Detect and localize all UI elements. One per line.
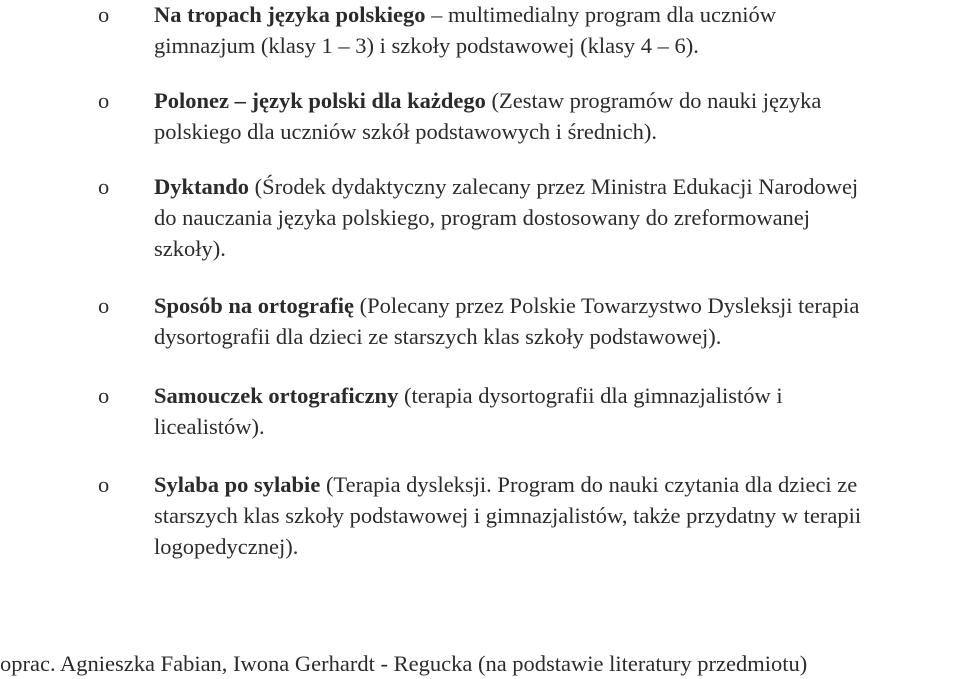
bullet: o bbox=[98, 2, 110, 27]
bullet: o bbox=[98, 383, 110, 408]
item-title: Dyktando bbox=[154, 174, 250, 199]
footer-credit: oprac. Agnieszka Fabian, Iwona Gerhardt - Regucka (na podstawie literatury przedmiotu) bbox=[0, 651, 808, 676]
item-line: logopedycznej). bbox=[154, 534, 299, 559]
bullet: o bbox=[98, 88, 110, 113]
list-item-text bbox=[154, 290, 960, 352]
item-line: (terapia dysortografii dla gimnazjalistów i bbox=[398, 383, 783, 408]
list-item-text bbox=[154, 469, 960, 562]
item-line: do nauczania języka polskiego, program dostosowany do zreformowanej bbox=[154, 205, 811, 230]
bullet: o bbox=[98, 472, 110, 497]
item-line: (Polecany przez Polskie Towarzystwo Dysleksji terapia bbox=[354, 293, 860, 318]
item-line: (Zestaw programów do nauki języka bbox=[485, 88, 822, 113]
item-title: Samouczek ortograficzny bbox=[154, 383, 399, 408]
item-line: (Terapia dysleksji. Program do nauki czytania dla dzieci ze bbox=[320, 472, 858, 497]
item-line: – multimedialny program dla uczniów bbox=[425, 2, 777, 27]
item-title: Sylaba po sylabie bbox=[154, 472, 321, 497]
list-item-text bbox=[154, 85, 960, 147]
item-title: Polonez – język polski dla każdego bbox=[154, 88, 486, 113]
item-line: dysortografii dla dzieci ze starszych klas szkoły podstawowej). bbox=[154, 324, 722, 349]
bullet: o bbox=[98, 174, 110, 199]
item-line: gimnazjum (klasy 1 – 3) i szkoły podstawowej (klasy 4 – 6). bbox=[154, 33, 699, 58]
item-line: licealistów). bbox=[154, 414, 265, 439]
list-item-text bbox=[154, 380, 960, 442]
item-line: (Środek dydaktyczny zalecany przez Ministra Edukacji Narodowej bbox=[249, 174, 859, 199]
item-title: Na tropach języka polskiego bbox=[154, 2, 426, 27]
list-item-text bbox=[154, 0, 960, 61]
item-title: Sposób na ortografię bbox=[154, 293, 355, 318]
item-line: szkoły). bbox=[154, 236, 226, 261]
list-item-text bbox=[154, 171, 960, 264]
item-line: starszych klas szkoły podstawowej i gimnazjalistów, także przydatny w terapii bbox=[154, 503, 862, 528]
bullet: o bbox=[98, 293, 110, 318]
item-line: polskiego dla uczniów szkół podstawowych i średnich). bbox=[154, 119, 658, 144]
